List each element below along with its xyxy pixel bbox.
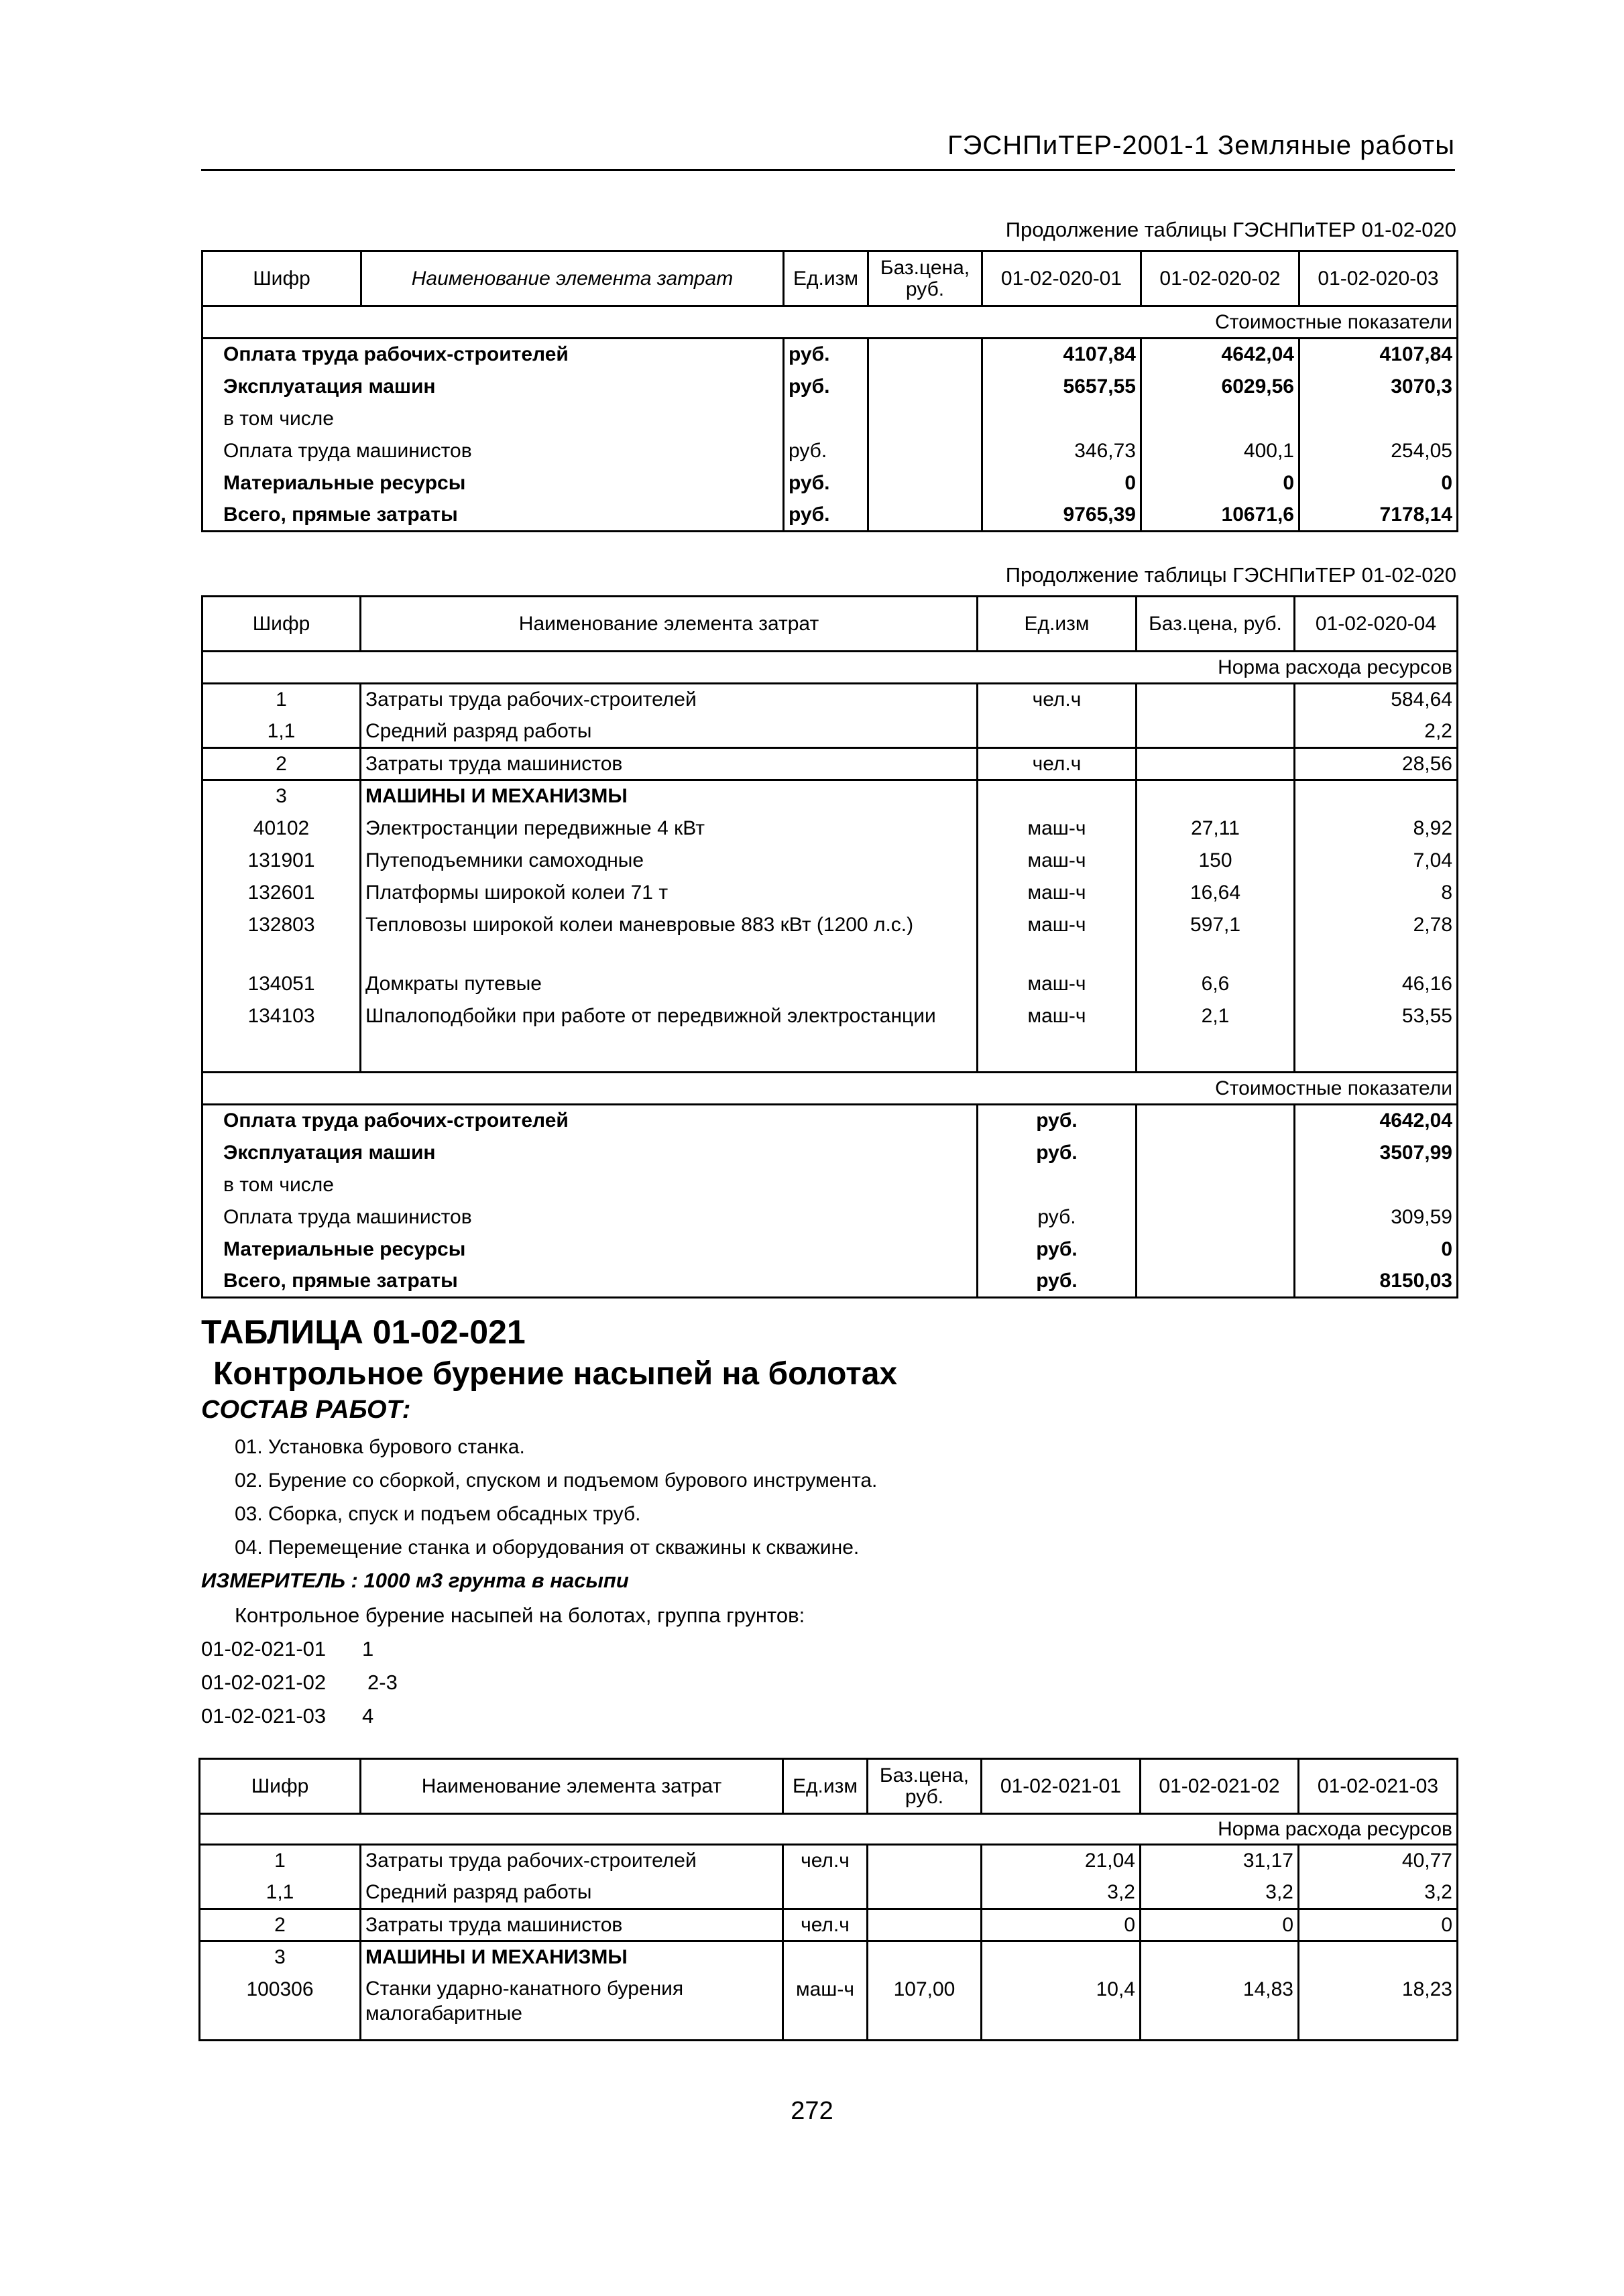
table3-row-name: Средний разряд работы (361, 1877, 783, 1909)
section-title: ТАБЛИЦА 01-02-021 (201, 1313, 526, 1351)
spacer-cell (978, 1032, 1137, 1073)
table-row (202, 339, 1458, 371)
table1-row-v1 (982, 403, 1141, 435)
table3-row-name: Станки ударно-канатного бурения малогабаритные (361, 1974, 783, 2041)
table2 (201, 595, 1458, 1298)
table-row (202, 1266, 1458, 1298)
table2-row-price: 2,1 (1137, 1000, 1295, 1032)
table1-row-price (868, 339, 982, 371)
table2-row-unit: маш-ч (978, 1000, 1137, 1032)
table1-row-price (868, 371, 982, 403)
table2-row-name: МАШИНЫ И МЕХАНИЗМЫ (361, 780, 978, 812)
table1-row-unit: руб. (784, 499, 868, 532)
group-intro: Контрольное бурение насыпей на болотах, группа грунтов: (235, 1604, 805, 1627)
spacer-cell (1295, 941, 1458, 968)
table-row (202, 877, 1458, 909)
section-subtitle: Контрольное бурение насыпей на болотах (213, 1356, 898, 1392)
table2-row-unit: маш-ч (978, 845, 1137, 877)
table1-header-col2: 01-02-020-02 (1141, 251, 1299, 306)
spacer-cell (361, 1032, 978, 1073)
table2-cost-unit: руб. (978, 1105, 1137, 1137)
table-row (202, 909, 1458, 941)
table2-row-unit: маш-ч (978, 877, 1137, 909)
table3-row-code: 1 (200, 1845, 361, 1877)
table1-row-v1: 9765,39 (982, 499, 1141, 532)
table2-row-price (1137, 684, 1295, 716)
table2-row-name: Тепловозы широкой колеи маневровые 883 кВт (1200 л.с.) (361, 909, 978, 941)
table3-row-unit (783, 1877, 868, 1909)
table3-header-unit: Ед.изм (783, 1759, 868, 1814)
table-row (202, 403, 1458, 435)
table2-cost-name: Оплата труда рабочих-строителей (202, 1105, 978, 1137)
table-row (202, 1233, 1458, 1266)
table3-row-name: Затраты труда рабочих-строителей (361, 1845, 783, 1877)
table1-row-unit: руб. (784, 435, 868, 467)
table2-row-price (1137, 748, 1295, 780)
table2-row-value: 46,16 (1295, 968, 1458, 1000)
table3-header-price: Баз.цена, руб. (868, 1759, 982, 1814)
table2-row-value: 2,2 (1295, 716, 1458, 748)
table2-row-name: Затраты труда рабочих-строителей (361, 684, 978, 716)
table2-row-code: 1,1 (202, 716, 361, 748)
table2-cost-price (1137, 1266, 1295, 1298)
table2-row-code: 132601 (202, 877, 361, 909)
table1-row-unit (784, 403, 868, 435)
table1-row-v1: 4107,84 (982, 339, 1141, 371)
table2-row-code: 2 (202, 748, 361, 780)
table3-row-v3: 18,23 (1299, 1974, 1458, 2041)
table3 (198, 1758, 1458, 2041)
table3-row-v2 (1141, 1941, 1299, 1974)
table1 (201, 250, 1458, 532)
table1-caption: Продолжение таблицы ГЭСНПиТЕР 01-02-020 (1005, 218, 1456, 241)
table2-cost-unit: руб. (978, 1201, 1137, 1233)
spacer-cell (1137, 941, 1295, 968)
table3-header-col1: 01-02-021-01 (982, 1759, 1141, 1814)
table2-row-price: 27,11 (1137, 812, 1295, 845)
table2-row-value: 7,04 (1295, 845, 1458, 877)
spacer-cell (978, 941, 1137, 968)
table3-row-v1: 3,2 (982, 1877, 1141, 1909)
table2-row-code: 132803 (202, 909, 361, 941)
table3-row-v3: 40,77 (1299, 1845, 1458, 1877)
table3-header-col2: 01-02-021-02 (1141, 1759, 1299, 1814)
table2-row-unit: маш-ч (978, 909, 1137, 941)
table2-cost-unit: руб. (978, 1266, 1137, 1298)
table1-row-unit: руб. (784, 339, 868, 371)
table2-cost-unit: руб. (978, 1137, 1137, 1169)
table2-row-name: Шпалоподбойки при работе от передвижной электростанции (361, 1000, 978, 1032)
table3-row-name: Затраты труда машинистов (361, 1909, 783, 1941)
table3-header-name: Наименование элемента затрат (361, 1759, 783, 1814)
table2-row-name: Средний разряд работы (361, 716, 978, 748)
table2-row-unit: маш-ч (978, 812, 1137, 845)
table-row (202, 780, 1458, 812)
table2-cost-name: Оплата труда машинистов (202, 1201, 978, 1233)
table-row (202, 845, 1458, 877)
header-rule (201, 169, 1455, 171)
table1-row-name: Материальные ресурсы (202, 467, 784, 499)
table-row (202, 1201, 1458, 1233)
table3-row-unit: чел.ч (783, 1845, 868, 1877)
table-row (202, 1137, 1458, 1169)
table3-row-v1: 10,4 (982, 1974, 1141, 2041)
table-row (202, 499, 1458, 532)
table3-row-v2: 0 (1141, 1909, 1299, 1941)
table1-row-price (868, 435, 982, 467)
table1-row-v3: 3070,3 (1299, 371, 1458, 403)
table2-cost-price (1137, 1137, 1295, 1169)
table1-header-name: Наименование элемента затрат (361, 251, 784, 306)
table-row-spacer (202, 941, 1458, 968)
table3-row-price (868, 1909, 982, 1941)
table2-cost-value: 8150,03 (1295, 1266, 1458, 1298)
table-row (202, 1105, 1458, 1137)
table2-row-price: 6,6 (1137, 968, 1295, 1000)
table3-header-code: Шифр (200, 1759, 361, 1814)
table2-row-unit: чел.ч (978, 684, 1137, 716)
table2-row-name: Затраты труда машинистов (361, 748, 978, 780)
table3-row-v3: 0 (1299, 1909, 1458, 1941)
table2-row-name: Электростанции передвижные 4 кВт (361, 812, 978, 845)
table-row (202, 467, 1458, 499)
table3-row-code: 1,1 (200, 1877, 361, 1909)
table2-row-price (1137, 780, 1295, 812)
group-code: 01-02-021-02 (201, 1671, 327, 1694)
group-value: 1 (362, 1637, 374, 1660)
table2-cost-name: Материальные ресурсы (202, 1233, 978, 1266)
table1-row-v2: 6029,56 (1141, 371, 1299, 403)
table2-row-code: 134051 (202, 968, 361, 1000)
table1-row-name: Эксплуатация машин (202, 371, 784, 403)
table2-cost-value: 4642,04 (1295, 1105, 1458, 1137)
table2-row-unit: маш-ч (978, 968, 1137, 1000)
table3-row-price (868, 1941, 982, 1974)
table-row (200, 1941, 1458, 1974)
table-row (200, 1909, 1458, 1941)
table1-header-col1: 01-02-020-01 (982, 251, 1141, 306)
table2-header-price: Баз.цена, руб. (1137, 597, 1295, 652)
table3-row-price (868, 1845, 982, 1877)
table-row (202, 1000, 1458, 1032)
table3-row-v1: 21,04 (982, 1845, 1141, 1877)
table1-row-v2: 400,1 (1141, 435, 1299, 467)
table-row (202, 1169, 1458, 1201)
table2-row-code: 1 (202, 684, 361, 716)
table2-row-price: 597,1 (1137, 909, 1295, 941)
table3-row-unit: чел.ч (783, 1909, 868, 1941)
table1-row-v2: 4642,04 (1141, 339, 1299, 371)
work-item: 01. Установка бурового станка. (235, 1436, 525, 1458)
table-row (200, 1877, 1458, 1909)
table-row (202, 435, 1458, 467)
work-item: 03. Сборка, спуск и подъем обсадных труб. (235, 1503, 641, 1525)
table2-row-value: 8,92 (1295, 812, 1458, 845)
table-row (202, 371, 1458, 403)
table-row (202, 716, 1458, 748)
table-row (200, 1974, 1458, 2041)
table-row (202, 812, 1458, 845)
table3-row-code: 2 (200, 1909, 361, 1941)
table1-row-name: Оплата труда рабочих-строителей (202, 339, 784, 371)
table3-row-unit: маш-ч (783, 1974, 868, 2041)
table3-row-price (868, 1877, 982, 1909)
table3-row-v3 (1299, 1941, 1458, 1974)
running-header: ГЭСНПиТЕР-2001-1 Земляные работы (947, 131, 1455, 160)
table-row (202, 748, 1458, 780)
composition-label: СОСТАВ РАБОТ: (201, 1396, 411, 1424)
table1-row-v2: 0 (1141, 467, 1299, 499)
page-number: 272 (791, 2097, 833, 2125)
table3-header-col3: 01-02-021-03 (1299, 1759, 1458, 1814)
table-row (202, 968, 1458, 1000)
table2-row-unit (978, 716, 1137, 748)
table1-row-v1: 346,73 (982, 435, 1141, 467)
table2-header-code: Шифр (202, 597, 361, 652)
table2-section-cost: Стоимостные показатели (202, 1073, 1458, 1105)
table2-section-norm: Норма расхода ресурсов (202, 652, 1458, 684)
table-row-spacer (202, 1032, 1458, 1073)
table2-row-price (1137, 716, 1295, 748)
table2-cost-value (1295, 1169, 1458, 1201)
table2-cost-price (1137, 1169, 1295, 1201)
table3-row-code: 100306 (200, 1974, 361, 2041)
table2-row-code: 131901 (202, 845, 361, 877)
table2-cost-unit: руб. (978, 1233, 1137, 1266)
table1-row-v3: 4107,84 (1299, 339, 1458, 371)
table2-header-unit: Ед.изм (978, 597, 1137, 652)
table1-row-price (868, 467, 982, 499)
table2-row-unit: чел.ч (978, 748, 1137, 780)
table3-section-norm: Норма расхода ресурсов (200, 1814, 1458, 1845)
table2-cost-price (1137, 1201, 1295, 1233)
table1-row-v3: 0 (1299, 467, 1458, 499)
work-item: 02. Бурение со сборкой, спуском и подъемом бурового инструмента. (235, 1469, 878, 1492)
table1-header-code: Шифр (202, 251, 361, 306)
table1-row-v2 (1141, 403, 1299, 435)
table2-row-price: 150 (1137, 845, 1295, 877)
table2-row-unit (978, 780, 1137, 812)
table3-row-v2: 31,17 (1141, 1845, 1299, 1877)
table3-row-v2: 3,2 (1141, 1877, 1299, 1909)
table3-row-v2: 14,83 (1141, 1974, 1299, 2041)
table2-row-code: 40102 (202, 812, 361, 845)
table2-row-value (1295, 780, 1458, 812)
table2-cost-name: Эксплуатация машин (202, 1137, 978, 1169)
table2-row-value: 8 (1295, 877, 1458, 909)
table3-row-unit (783, 1941, 868, 1974)
table1-header-price: Баз.цена, руб. (868, 251, 982, 306)
table2-row-code: 3 (202, 780, 361, 812)
table3-row-name: МАШИНЫ И МЕХАНИЗМЫ (361, 1941, 783, 1974)
spacer-cell (202, 941, 361, 968)
spacer-cell (361, 941, 978, 968)
table2-row-value: 584,64 (1295, 684, 1458, 716)
table2-row-value: 53,55 (1295, 1000, 1458, 1032)
table1-row-name: Оплата труда машинистов (202, 435, 784, 467)
table2-header-col1: 01-02-020-04 (1295, 597, 1458, 652)
table1-row-price (868, 499, 982, 532)
table1-row-name: Всего, прямые затраты (202, 499, 784, 532)
table2-header-name: Наименование элемента затрат (361, 597, 978, 652)
measure-unit: ИЗМЕРИТЕЛЬ : 1000 м3 грунта в насыпи (201, 1569, 629, 1592)
table-row (202, 684, 1458, 716)
table1-row-unit: руб. (784, 371, 868, 403)
table2-cost-name: Всего, прямые затраты (202, 1266, 978, 1298)
spacer-cell (1295, 1032, 1458, 1073)
table2-cost-price (1137, 1233, 1295, 1266)
table2-row-value: 2,78 (1295, 909, 1458, 941)
table2-cost-price (1137, 1105, 1295, 1137)
table3-row-code: 3 (200, 1941, 361, 1974)
table2-row-name: Домкраты путевые (361, 968, 978, 1000)
table3-row-price: 107,00 (868, 1974, 982, 2041)
table1-section-cost: Стоимостные показатели (202, 306, 1458, 339)
table1-header-unit: Ед.изм (784, 251, 868, 306)
work-item: 04. Перемещение станка и оборудования от скважины к скважине. (235, 1536, 860, 1559)
table1-row-unit: руб. (784, 467, 868, 499)
group-code: 01-02-021-01 (201, 1637, 327, 1660)
table2-row-name: Платформы широкой колеи 71 т (361, 877, 978, 909)
table-row (200, 1845, 1458, 1877)
table1-row-price (868, 403, 982, 435)
group-code: 01-02-021-03 (201, 1704, 327, 1728)
table2-cost-name: в том числе (202, 1169, 978, 1201)
table1-row-v3 (1299, 403, 1458, 435)
table2-row-code: 134103 (202, 1000, 361, 1032)
table3-row-v3: 3,2 (1299, 1877, 1458, 1909)
table2-cost-value: 0 (1295, 1233, 1458, 1266)
spacer-cell (1137, 1032, 1295, 1073)
table1-row-v2: 10671,6 (1141, 499, 1299, 532)
table1-row-name: в том числе (202, 403, 784, 435)
table1-row-v1: 5657,55 (982, 371, 1141, 403)
table2-caption: Продолжение таблицы ГЭСНПиТЕР 01-02-020 (1005, 563, 1456, 587)
table2-row-value: 28,56 (1295, 748, 1458, 780)
table2-row-name: Путеподъемники самоходные (361, 845, 978, 877)
table2-row-price: 16,64 (1137, 877, 1295, 909)
group-value: 4 (362, 1704, 374, 1728)
group-value: 2-3 (367, 1671, 398, 1694)
table1-row-v3: 7178,14 (1299, 499, 1458, 532)
table1-row-v3: 254,05 (1299, 435, 1458, 467)
table2-cost-value: 309,59 (1295, 1201, 1458, 1233)
spacer-cell (202, 1032, 361, 1073)
table1-header-col3: 01-02-020-03 (1299, 251, 1458, 306)
table1-row-v1: 0 (982, 467, 1141, 499)
table3-row-v1 (982, 1941, 1141, 1974)
table2-cost-unit (978, 1169, 1137, 1201)
table2-cost-value: 3507,99 (1295, 1137, 1458, 1169)
table3-row-v1: 0 (982, 1909, 1141, 1941)
